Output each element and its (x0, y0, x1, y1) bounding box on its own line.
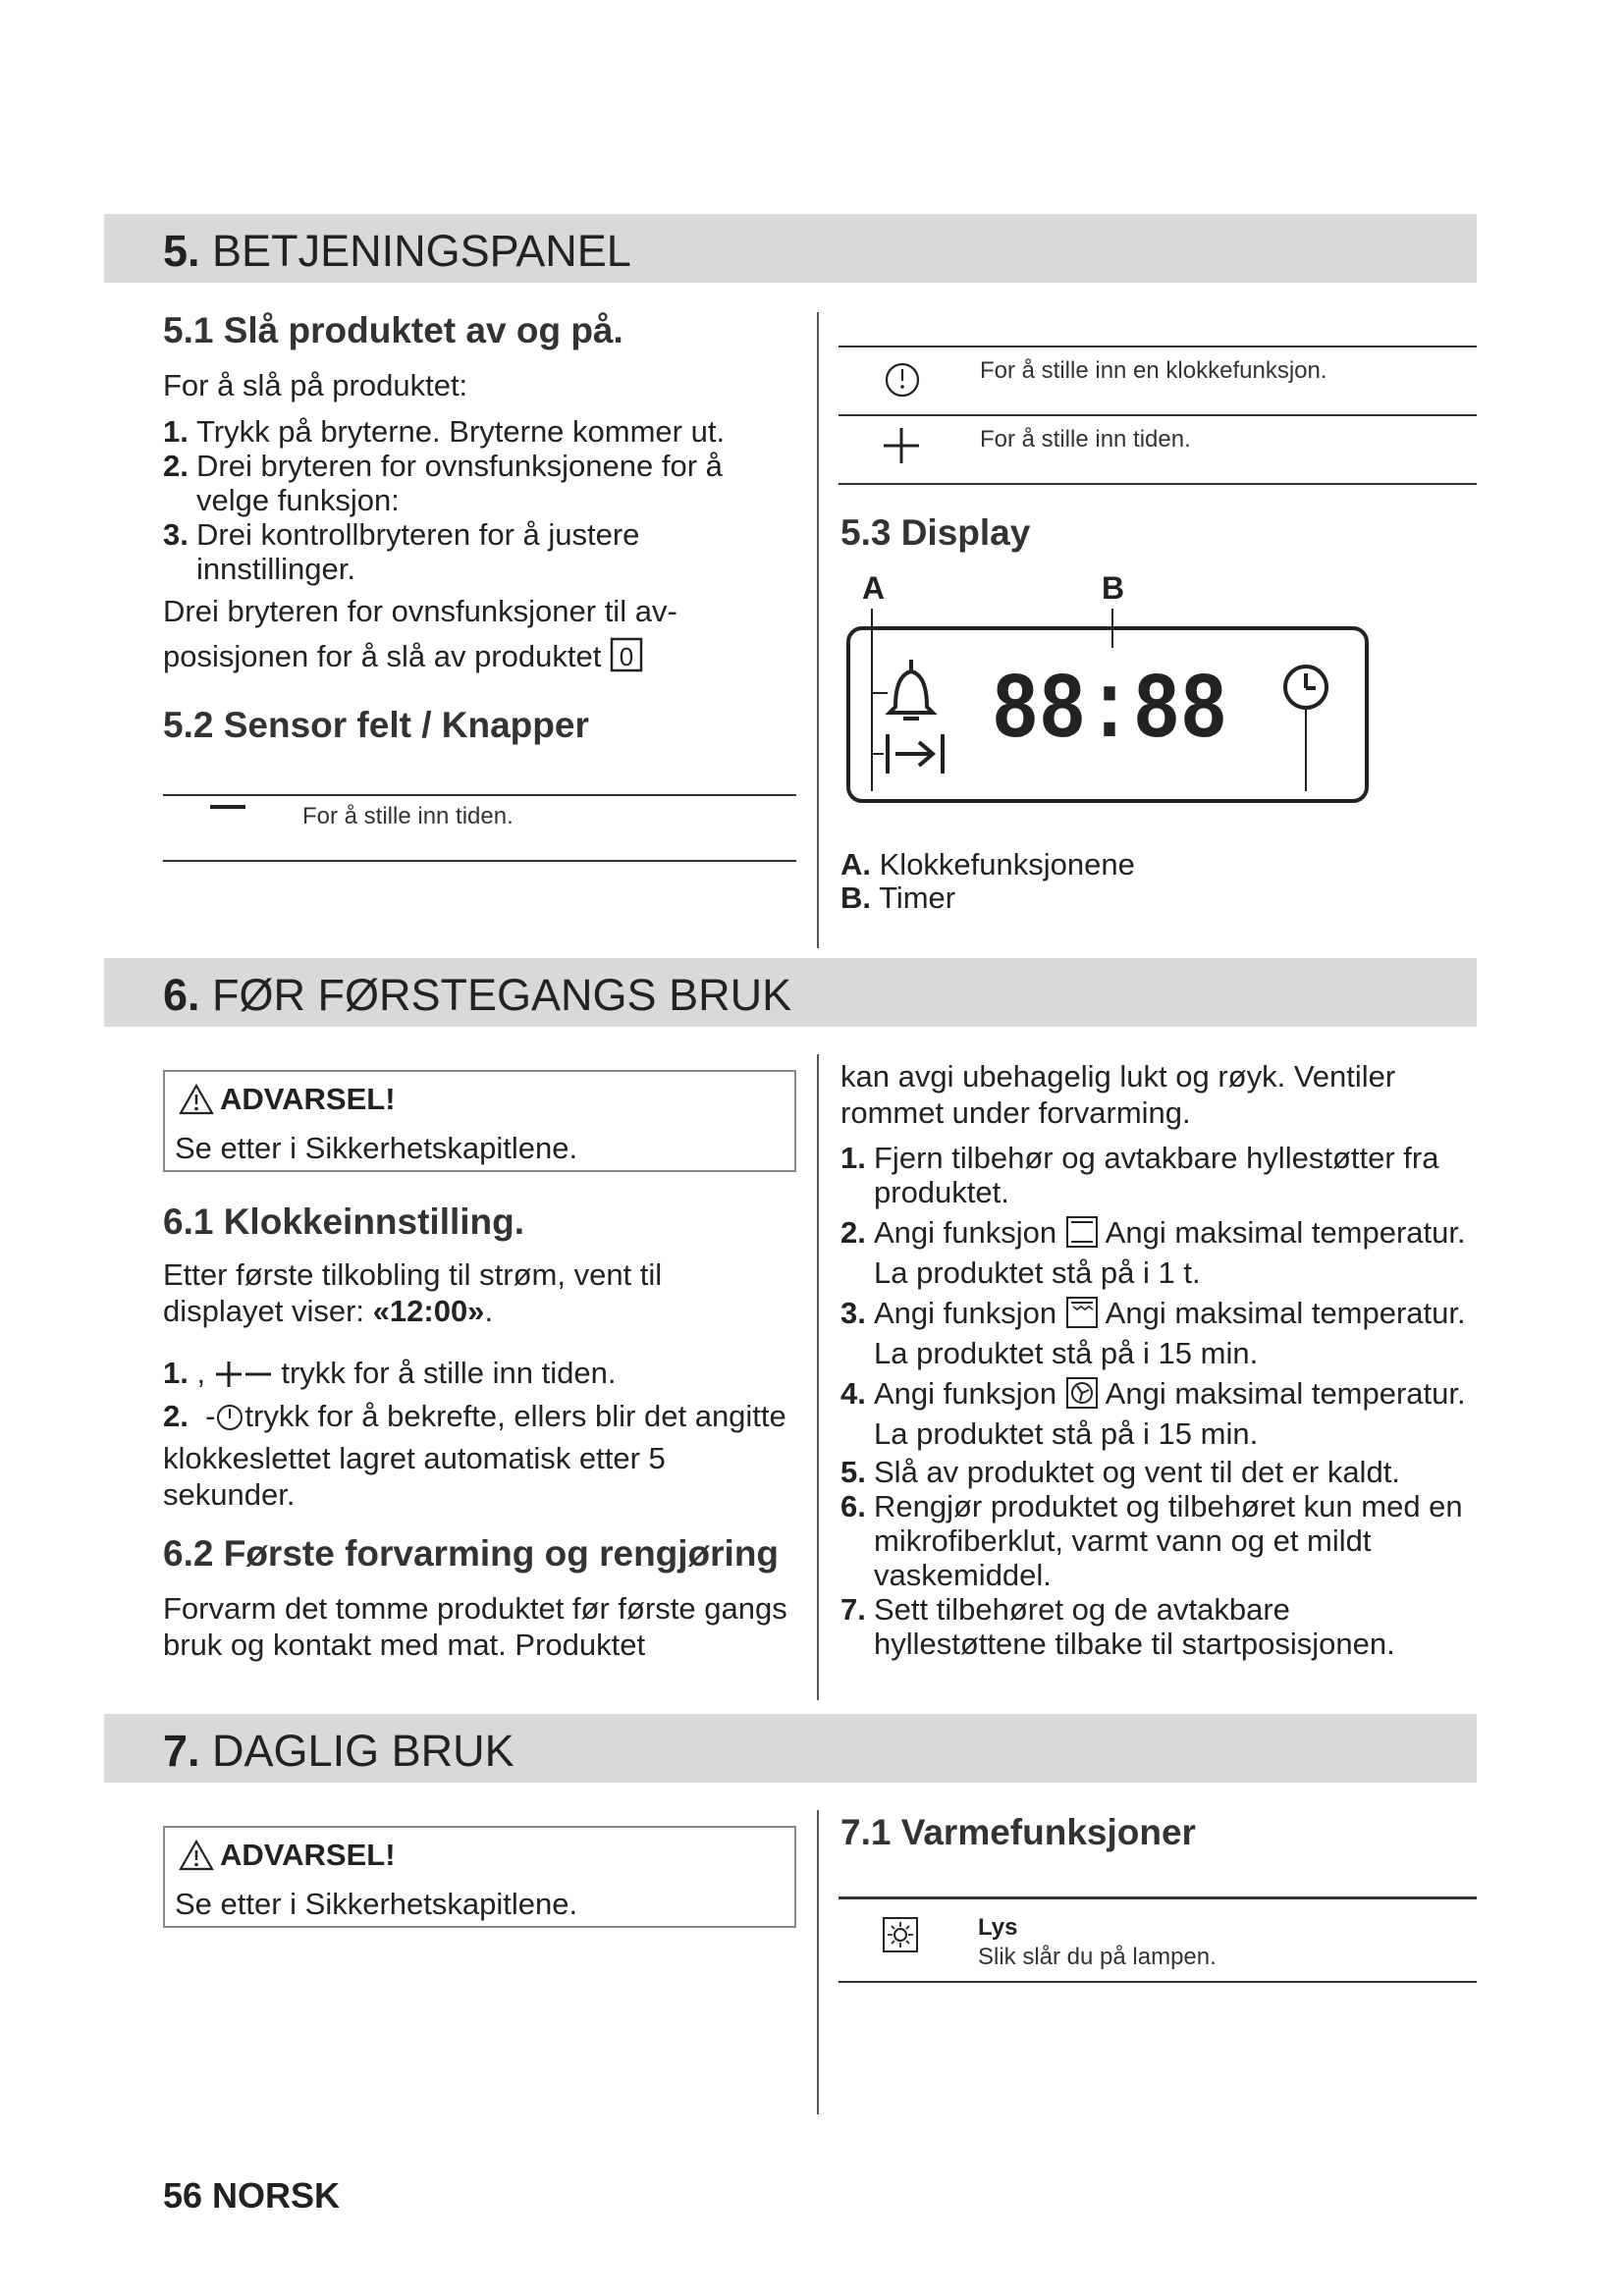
list-item: 5. Slå av produktet og vent til det er kaldt. (840, 1455, 1400, 1489)
list-item: 1. Fjern tilbehør og avtakbare hyllestøtter fra produktet. (840, 1141, 1439, 1209)
section-6-header (104, 958, 1477, 1027)
light-icon (882, 1916, 919, 1958)
section-title: FØR FØRSTEGANGS BRUK (212, 970, 792, 1020)
plus-icon (214, 1360, 244, 1397)
plus-icon (882, 426, 921, 470)
warning-icon (179, 1840, 214, 1871)
list-item: 2. Angi funksjon Angi maksimal temperatur. La produktet stå på i 1 t. (840, 1215, 1466, 1290)
off-instruction: Drei bryteren for ovnsfunksjoner til av-posisjonen for å slå av produktet 0 (163, 589, 713, 685)
column-divider (817, 312, 819, 948)
off-position-icon (610, 637, 643, 685)
warning-icon (179, 1084, 214, 1115)
bell-icon (872, 660, 933, 719)
warning-box: ADVARSEL! Se etter i Sikkerhetskapitlene. (163, 1070, 796, 1172)
table-rule (839, 483, 1477, 485)
table-rule (839, 1981, 1477, 1983)
table-rule (839, 1896, 1477, 1899)
table-rule (839, 414, 1477, 416)
heading-6-2: 6.2 Første forvarming og rengjøring (163, 1533, 780, 1574)
plus-description: For å stille inn tiden. (980, 426, 1191, 453)
legend-a: A. Klokkefunksjonene (840, 847, 1135, 881)
minus-description: For å stille inn tiden. (302, 803, 514, 829)
clock-icon (215, 1403, 244, 1440)
table-rule (163, 794, 796, 796)
preheat-continued: kan avgi ubehagelig lukt og røyk. Ventiler rommet under forvarming. (840, 1059, 1396, 1130)
heading-5-1: 5.1 Slå produktet av og på. (163, 310, 623, 350)
table-rule (163, 860, 796, 862)
preheat-text: Forvarm det tomme produktet før første gangs bruk og kontakt med mat. Produktet (163, 1591, 787, 1662)
heading-5-3: 5.3 Display (840, 512, 1031, 553)
heading-6-1: 6.1 Klokkeinnstilling. (163, 1201, 525, 1242)
conventional-heat-icon (1065, 1215, 1099, 1255)
duration-icon (872, 734, 943, 774)
heading-5-2: 5.2 Sensor felt / Knapper (163, 705, 589, 745)
page-footer: 56 NORSK (163, 2175, 341, 2216)
minus-icon (210, 805, 245, 809)
section-5-header (104, 214, 1477, 283)
clock-icon (884, 361, 921, 403)
intro-text: For å slå på produktet: (163, 368, 468, 402)
minus-icon (244, 1360, 273, 1397)
table-rule (839, 346, 1477, 347)
label-b: B (1102, 570, 1125, 606)
timer-clock-icon (1285, 667, 1326, 791)
section-number: 7. (163, 1726, 200, 1776)
heading-7-1: 7.1 Varmefunksjoner (840, 1812, 1196, 1852)
list-item: 3. Drei kontrollbryteren for å justere innstillinger. (163, 517, 640, 586)
clock-step-2: 2. - trykk for å bekrefte, ellers blir det angitte klokkeslettet lagret automatisk etter 5 sekunder. (163, 1399, 786, 1512)
column-divider (817, 1054, 819, 1700)
label-a: A (862, 570, 886, 606)
list-item: 6. Rengjør produktet og tilbehøret kun med en mikrofiberklut, varmt vann og et mildt vaskemiddel. (840, 1489, 1463, 1592)
section-number: 6. (163, 970, 200, 1020)
clock-step-1: 1. , trykk for å stille inn tiden. (163, 1355, 616, 1397)
legend-b: B. Timer (840, 881, 956, 915)
function-name: Lys (978, 1914, 1018, 1941)
warning-box: ADVARSEL! Se etter i Sikkerhetskapitlene. (163, 1826, 796, 1928)
fan-heat-icon (1065, 1376, 1099, 1416)
list-item: 7. Sett tilbehøret og de avtakbare hyllestøttene tilbake til startposisjonen. (840, 1592, 1395, 1661)
list-item: 4. Angi funksjon Angi maksimal temperatur. La produktet stå på i 15 min. (840, 1376, 1466, 1451)
clock-intro: Etter første tilkobling til strøm, vent til displayet viser: «12:00». (163, 1257, 663, 1328)
section-number: 5. (163, 226, 200, 276)
clock-description: For å stille inn en klokkefunksjon. (980, 357, 1327, 384)
preheat-steps (840, 1141, 1469, 1661)
column-divider (817, 1810, 819, 2114)
section-title: BETJENINGSPANEL (212, 226, 631, 276)
list-item: 1. Trykk på bryterne. Bryterne kommer ut. (163, 414, 726, 449)
grill-icon (1065, 1296, 1099, 1336)
svg-text:0: 0 (619, 642, 634, 671)
display-digits: 88:88 (992, 658, 1227, 765)
section-7-header (104, 1714, 1477, 1783)
on-steps-list (163, 414, 772, 586)
list-item: 2. Drei bryteren for ovnsfunksjonene for å velge funksjon: (163, 449, 723, 517)
section-title: DAGLIG BRUK (212, 1726, 514, 1776)
list-item: 3. Angi funksjon Angi maksimal temperatur. La produktet stå på i 15 min. (840, 1296, 1466, 1370)
function-description: Slik slår du på lampen. (978, 1944, 1217, 1970)
display-diagram (844, 569, 1375, 839)
